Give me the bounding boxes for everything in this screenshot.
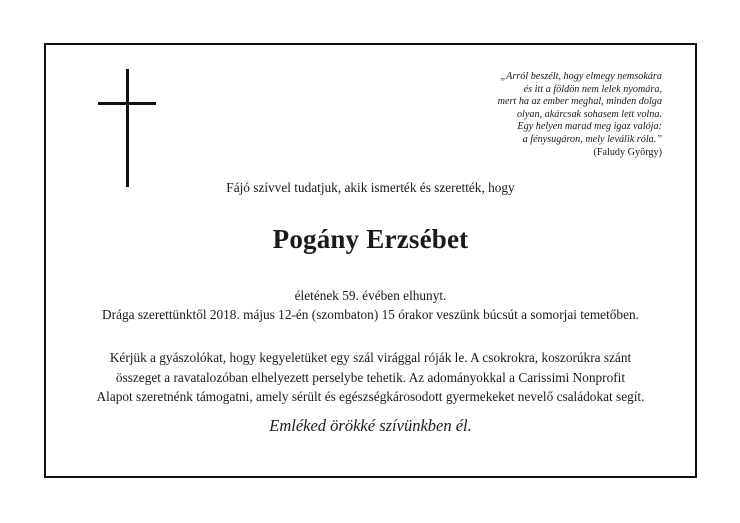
request-line: Alapot szeretnénk támogatni, amely sérült és egészségkárosodott gyermekeket nevelő családokat segít. bbox=[96, 389, 645, 404]
deceased-name: Pogány Erzsébet bbox=[272, 224, 469, 254]
cross-vertical-bar bbox=[126, 69, 129, 187]
quote-line: mert ha az ember meghal, minden dolga bbox=[497, 96, 662, 108]
poem-quote bbox=[402, 71, 662, 159]
age-line: életének 59. évében elhunyt. bbox=[294, 288, 447, 303]
death-info bbox=[44, 286, 697, 324]
donation-request bbox=[44, 348, 697, 407]
quote-line: a fénysugáron, mely leválik róla.” bbox=[522, 133, 662, 145]
closing-line: Emléked örökké szívünkben él. bbox=[269, 416, 472, 435]
intro-text: Fájó szívvel tudatjuk, akik ismerték és szerették, hogy bbox=[226, 180, 515, 195]
quote-author: (Faludy György) bbox=[593, 146, 662, 158]
cross-horizontal-bar bbox=[98, 102, 156, 105]
quote-line: „Arról beszélt, hogy elmegy nemsokára bbox=[500, 71, 662, 82]
quote-line: Egy helyen marad meg igaz valója: bbox=[517, 121, 662, 133]
funeral-line: Drága szerettünktől 2018. május 12-én (szombaton) 15 órakor veszünk búcsút a somorjai temetőben. bbox=[102, 307, 639, 322]
request-line: összeget a ravatalozóban elhelyezett perselybe tehetik. Az adományokkal a Carissimi Nonprofit bbox=[115, 369, 626, 385]
quote-line: olyan, akárcsak sohasem lett volna. bbox=[516, 108, 662, 120]
request-line: Kérjük a gyászolókat, hogy kegyeletüket egy szál virággal róják le. A csokrokra, koszorúkra szánt bbox=[109, 350, 632, 365]
quote-line: és itt a földön nem lelek nyomára, bbox=[523, 83, 662, 95]
